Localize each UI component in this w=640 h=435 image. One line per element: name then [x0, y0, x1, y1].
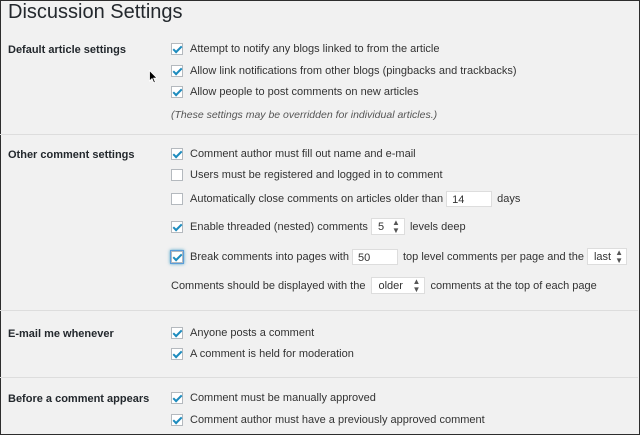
allow-comments-option[interactable] — [171, 86, 419, 98]
link-notifications-label: Allow link notifications from other blogs (pingbacks and trackbacks) — [190, 65, 517, 77]
notify-blogs-option[interactable] — [171, 43, 439, 55]
anyone-posts-option[interactable] — [171, 327, 314, 339]
dropdown-arrows-icon: ▲ ▼ — [412, 276, 421, 294]
section-label-before-comment: Before a comment appears — [8, 393, 150, 405]
comments-per-page-input[interactable]: 50 — [352, 249, 398, 265]
registered-option[interactable] — [171, 169, 443, 181]
display-order-suffix: comments at the top of each page — [430, 279, 597, 292]
manual-approval-label: Comment must be manually approved — [190, 392, 376, 404]
section-label-email-me: E-mail me whenever — [8, 328, 114, 340]
allow-comments-label: Allow people to post comments on new articles — [190, 86, 419, 98]
display-order-label: Comments should be displayed with the — [171, 279, 366, 292]
page-title: Discussion Settings — [8, 1, 183, 23]
notify-blogs-label: Attempt to notify any blogs linked to from the article — [190, 43, 440, 55]
section-label-other-comment: Other comment settings — [8, 149, 135, 161]
threaded-checkbox[interactable] — [171, 221, 183, 233]
auto-close-label: Automatically close comments on articles older than — [190, 193, 444, 205]
paging-middle-text: top level comments per page and the — [402, 250, 584, 263]
notify-blogs-checkbox[interactable] — [171, 43, 183, 55]
anyone-posts-label: Anyone posts a comment — [190, 327, 315, 339]
registered-label: Users must be registered and logged in to comment — [190, 169, 443, 181]
link-notifications-option[interactable] — [171, 65, 516, 77]
comment-order-value: older — [378, 279, 403, 292]
auto-close-days-input[interactable]: 14 — [446, 191, 492, 207]
divider — [0, 134, 638, 135]
threaded-suffix: levels deep — [409, 220, 466, 233]
display-order-option — [171, 277, 597, 294]
registered-checkbox[interactable] — [171, 169, 183, 181]
name-email-label: Comment author must fill out name and e-mail — [190, 148, 416, 160]
thread-depth-select[interactable] — [371, 218, 405, 235]
override-note: (These settings may be overridden for individual articles.) — [171, 109, 438, 121]
default-page-select[interactable] — [587, 248, 627, 265]
paging-label: Break comments into pages with — [190, 250, 349, 263]
section-label-default-article: Default article settings — [8, 44, 126, 56]
name-email-option[interactable] — [171, 148, 416, 160]
held-moderation-label: A comment is held for moderation — [190, 348, 354, 360]
manual-approval-checkbox[interactable] — [171, 392, 183, 404]
previously-approved-label: Comment author must have a previously approved comment — [190, 414, 485, 426]
auto-close-option[interactable] — [171, 191, 520, 207]
paging-option[interactable] — [171, 248, 632, 265]
held-moderation-checkbox[interactable] — [171, 348, 183, 360]
divider — [0, 377, 638, 378]
allow-comments-checkbox[interactable] — [171, 86, 183, 98]
name-email-checkbox[interactable] — [171, 148, 183, 160]
dropdown-arrows-icon: ▲ ▼ — [615, 247, 624, 265]
paging-checkbox[interactable] — [171, 251, 183, 263]
manual-approval-option[interactable] — [171, 392, 376, 404]
thread-depth-value: 5 — [377, 220, 385, 233]
anyone-posts-checkbox[interactable] — [171, 327, 183, 339]
threaded-option[interactable] — [171, 218, 466, 235]
previously-approved-option[interactable] — [171, 414, 485, 426]
divider — [0, 310, 638, 311]
link-notifications-checkbox[interactable] — [171, 65, 183, 77]
auto-close-checkbox[interactable] — [171, 193, 183, 205]
mouse-pointer-icon — [149, 70, 158, 84]
threaded-label: Enable threaded (nested) comments — [190, 220, 368, 233]
comment-order-select[interactable] — [371, 277, 425, 294]
held-moderation-option[interactable] — [171, 348, 354, 360]
dropdown-arrows-icon: ▲ ▼ — [392, 217, 400, 235]
default-page-value: last — [593, 250, 612, 263]
auto-close-days-suffix: days — [497, 193, 521, 205]
previously-approved-checkbox[interactable] — [171, 414, 183, 426]
